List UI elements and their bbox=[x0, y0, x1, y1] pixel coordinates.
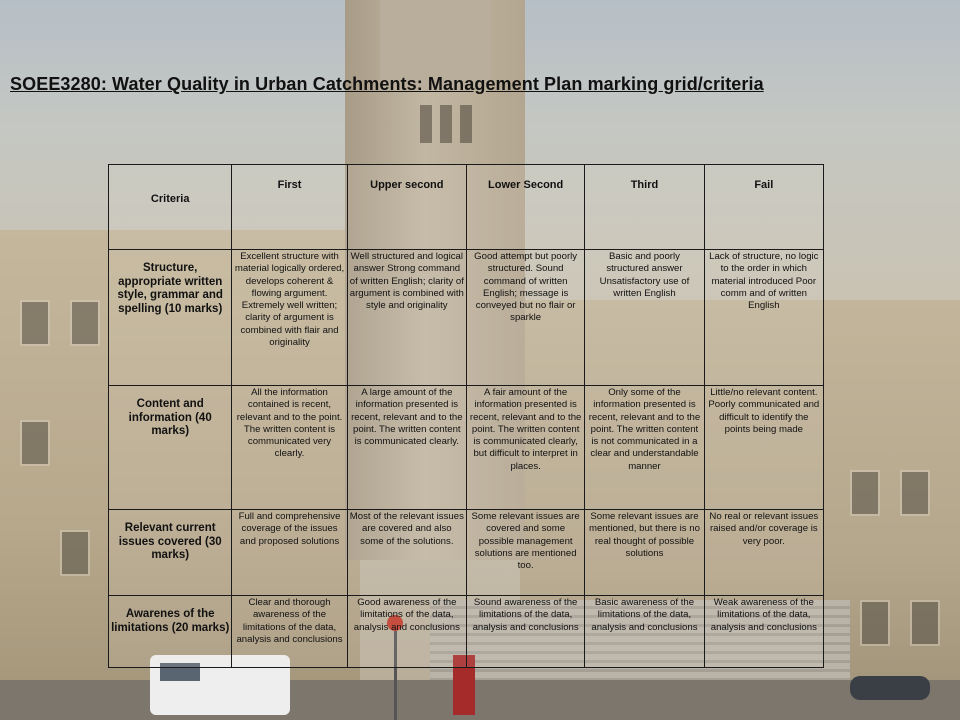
cell-third: Basic and poorly structured answer Unsatisfactory use of written English bbox=[585, 250, 704, 386]
road bbox=[0, 680, 960, 720]
cell-lower-second: Some relevant issues are covered and some possible management solutions are mentioned too. bbox=[466, 510, 584, 596]
cell-third: Some relevant issues are mentioned, but there is no real thought of possible solutions bbox=[585, 510, 704, 596]
table-row bbox=[109, 596, 824, 668]
criterion-structure: Structure, appropriate written style, grammar and spelling (10 marks) bbox=[109, 250, 232, 386]
tower-window bbox=[440, 105, 452, 143]
header-third: Third bbox=[585, 165, 704, 250]
cell-first: Excellent structure with material logically ordered, develops coherent & flowing argument. Extremely well written; clarity of argument is combined with flair and originality bbox=[232, 250, 347, 386]
window bbox=[20, 420, 50, 466]
header-lower-second: Lower Second bbox=[466, 165, 584, 250]
cell-upper-second: Well structured and logical answer Strong command of written English; clarity of argument is combined with style and originality bbox=[347, 250, 466, 386]
cell-first: All the information contained is recent, relevant and to the point. The written content is communicated very clearly. bbox=[232, 386, 347, 510]
criterion-current-issues: Relevant current issues covered (30 marks) bbox=[109, 510, 232, 596]
criterion-content: Content and information (40 marks) bbox=[109, 386, 232, 510]
window bbox=[900, 470, 930, 516]
criterion-limitations: Awarenes of the limitations (20 marks) bbox=[109, 596, 232, 668]
table-row bbox=[109, 250, 824, 386]
header-row bbox=[109, 165, 824, 250]
cell-first: Full and comprehensive coverage of the issues and proposed solutions bbox=[232, 510, 347, 596]
tower-window bbox=[460, 105, 472, 143]
header-fail: Fail bbox=[704, 165, 823, 250]
cell-fail: Weak awareness of the limitations of the data, analysis and conclusions bbox=[704, 596, 823, 668]
marking-grid bbox=[108, 164, 824, 668]
cell-third: Only some of the information presented is recent, relevant and to the point. The written content is not communicated in a clear and understandable manner bbox=[585, 386, 704, 510]
window bbox=[70, 300, 100, 346]
tower-window bbox=[420, 105, 432, 143]
header-first: First bbox=[232, 165, 347, 250]
table-row bbox=[109, 510, 824, 596]
window bbox=[850, 470, 880, 516]
table-row bbox=[109, 386, 824, 510]
cell-lower-second: Sound awareness of the limitations of the data, analysis and conclusions bbox=[466, 596, 584, 668]
window bbox=[20, 300, 50, 346]
parked-car bbox=[850, 676, 930, 700]
header-upper-second: Upper second bbox=[347, 165, 466, 250]
window bbox=[910, 600, 940, 646]
window bbox=[860, 600, 890, 646]
cell-lower-second: A fair amount of the information presented is recent, relevant and to the point. The written content is communicated clearly, but difficult to interpret in places. bbox=[466, 386, 584, 510]
cell-fail: No real or relevant issues raised and/or coverage is very poor. bbox=[704, 510, 823, 596]
cell-upper-second: A large amount of the information presented is recent, relevant and to the point. The written content is communicated clearly. bbox=[347, 386, 466, 510]
cell-lower-second: Good attempt but poorly structured. Sound command of written English; message is conveyed but no flair or sparkle bbox=[466, 250, 584, 386]
cell-fail: Lack of structure, no logic to the order in which material introduced Poor comm and of written English bbox=[704, 250, 823, 386]
header-criteria: Criteria bbox=[109, 165, 232, 250]
cell-first: Clear and thorough awareness of the limitations of the data, analysis and conclusions bbox=[232, 596, 347, 668]
window bbox=[60, 530, 90, 576]
cell-third: Basic awareness of the limitations of the data, analysis and conclusions bbox=[585, 596, 704, 668]
page-title: SOEE3280: Water Quality in Urban Catchments: Management Plan marking grid/criteria bbox=[10, 74, 764, 94]
cell-upper-second: Good awareness of the limitations of the data, analysis and conclusions bbox=[347, 596, 466, 668]
cell-upper-second: Most of the relevant issues are covered and also some of the solutions. bbox=[347, 510, 466, 596]
cell-fail: Little/no relevant content. Poorly communicated and difficult to identify the points being made bbox=[704, 386, 823, 510]
